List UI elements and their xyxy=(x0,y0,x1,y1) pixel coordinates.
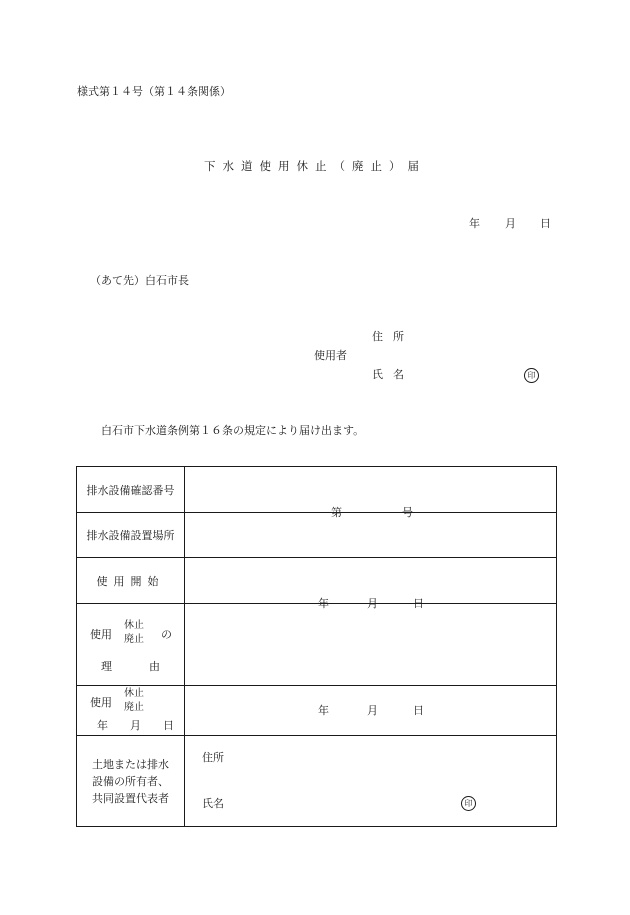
table-row xyxy=(77,513,557,558)
date-suspend-label: 休止 xyxy=(124,688,144,699)
date-year-small: 年 xyxy=(97,719,108,732)
suspend-year: 年 xyxy=(318,704,329,717)
table-row xyxy=(77,467,557,513)
usage-start-label: 使用開始 xyxy=(77,558,185,604)
reason-yu-label: 由 xyxy=(149,660,160,673)
usage-start-year: 年 xyxy=(318,596,329,610)
installation-location-cell[interactable] xyxy=(185,513,557,558)
owner-address-label: 住所 xyxy=(202,751,224,764)
date-day-small: 日 xyxy=(163,719,174,732)
reason-ri-label: 理 xyxy=(101,660,112,673)
addressee: （あて先）白石市長 xyxy=(90,274,189,287)
statement: 白石市下水道条例第１６条の規定により届け出ます。 xyxy=(101,424,365,437)
reason-no-label: の xyxy=(161,628,172,641)
document-title: 下水道使用休止（廃止）届 xyxy=(204,159,426,173)
reason-use-label: 使用 xyxy=(90,628,112,641)
usage-start-cell[interactable] xyxy=(185,558,557,610)
owner-seal-icon: 印 xyxy=(461,796,476,811)
number-prefix: 第 xyxy=(331,505,342,519)
application-table xyxy=(76,466,557,827)
date-month-small: 月 xyxy=(130,719,141,732)
usage-start-month: 月 xyxy=(367,596,378,610)
owner-name-label: 氏名 xyxy=(202,797,224,810)
applicant-group-label: 使用者 xyxy=(314,349,347,362)
reason-label xyxy=(77,604,185,686)
applicant-seal-icon: 印 xyxy=(524,368,539,383)
suspend-month: 月 xyxy=(367,704,378,717)
applicant-address-label: 住所 xyxy=(372,330,414,343)
suspend-date-cell[interactable] xyxy=(185,686,557,736)
owner-label-line2: 設備の所有者、 xyxy=(92,774,169,788)
suspend-day: 日 xyxy=(413,704,424,717)
owner-label-line1: 土地または排水 xyxy=(92,757,169,771)
date-use-label: 使用 xyxy=(90,696,112,709)
owner-cell[interactable] xyxy=(185,736,557,827)
reason-abolish-label: 廃止 xyxy=(124,634,144,645)
suspend-date-label xyxy=(77,686,185,736)
confirmation-number-cell[interactable] xyxy=(185,467,557,519)
date-month-label: 月 xyxy=(505,217,516,230)
usage-start-day: 日 xyxy=(413,596,424,610)
owner-label-line3: 共同設置代表者 xyxy=(92,791,169,805)
number-suffix: 号 xyxy=(402,505,413,519)
reason-cell[interactable] xyxy=(185,604,557,686)
reason-suspend-label: 休止 xyxy=(124,620,144,631)
date-day-label: 日 xyxy=(540,217,551,230)
confirmation-number-label: 排水設備確認番号 xyxy=(77,467,185,513)
table-row xyxy=(77,686,557,736)
installation-location-label: 排水設備設置場所 xyxy=(77,513,185,558)
date-year-label: 年 xyxy=(469,217,480,230)
owner-label xyxy=(77,736,185,827)
form-number: 様式第１４号（第１４条関係） xyxy=(77,85,231,98)
date-abolish-label: 廃止 xyxy=(124,702,144,713)
table-row xyxy=(77,736,557,827)
applicant-name-label: 氏名 xyxy=(372,368,414,381)
table-row xyxy=(77,558,557,604)
table-row xyxy=(77,604,557,686)
